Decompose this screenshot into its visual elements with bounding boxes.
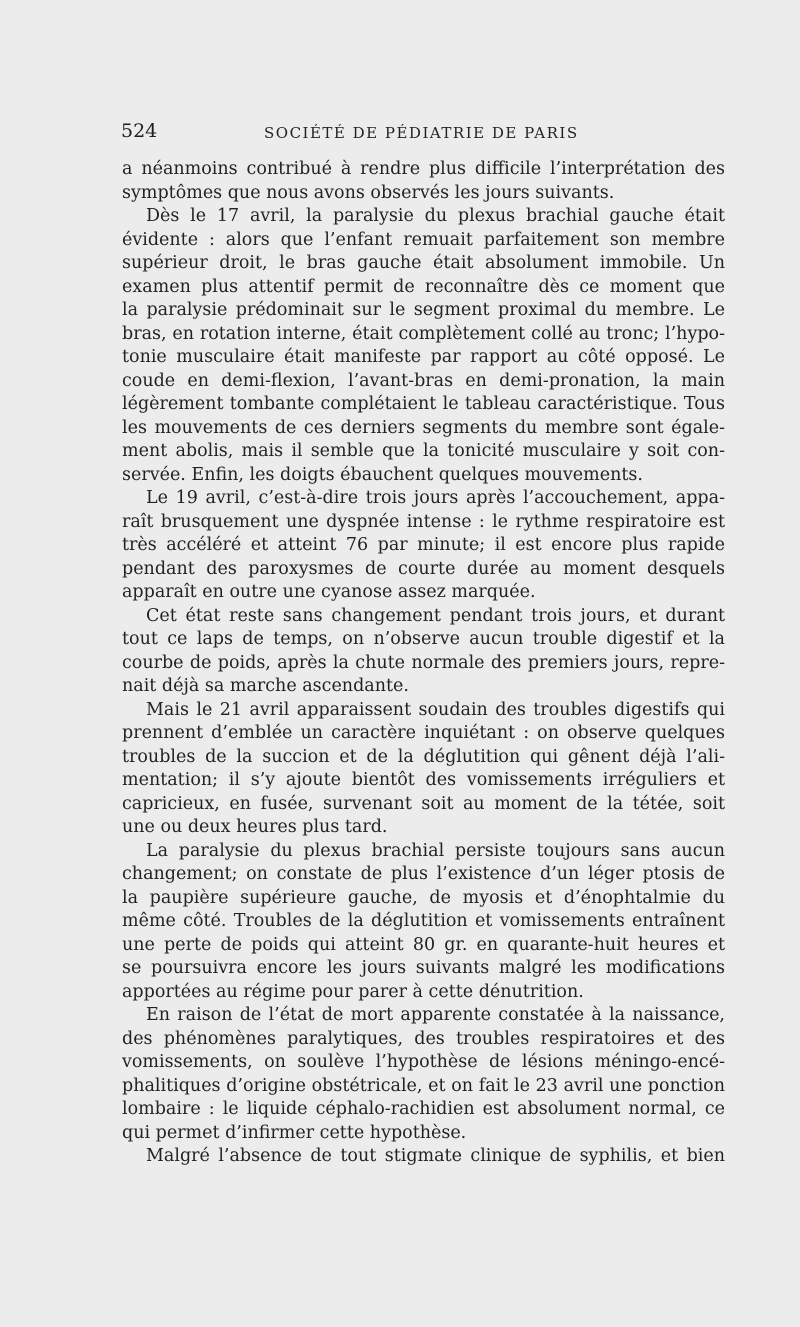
text-line: servée. Enfin, les doigts ébauchent quelques mouvements. <box>122 464 643 485</box>
text-line: a néanmoins contribué à rendre plus difficile l’interprétation des <box>122 159 725 179</box>
text-line: des phénomènes paralytiques, des troubles respiratoires et des <box>122 1028 725 1049</box>
text-line: même côté. Troubles de la déglutition et vomissements entraînent <box>122 911 725 931</box>
text-line: se poursuivra encore les jours suivants malgré les modifications <box>122 958 725 978</box>
text-line: lombaire : le liquide céphalo-rachidien est absolument normal, ce <box>122 1099 725 1119</box>
text-line: qui permet d’infirmer cette hypothèse. <box>122 1122 467 1143</box>
text-line: supérieur droit, le bras gauche était absolument immobile. Un <box>122 253 725 273</box>
text-line: une ou deux heures plus tard. <box>122 817 388 837</box>
text-line: vomissements, on soulève l’hypothèse de lésions méningo-encé- <box>122 1052 725 1072</box>
text-line: tonie musculaire était manifeste par rapport au côté opposé. Le <box>122 347 725 367</box>
page-header <box>121 120 726 144</box>
page-number: 524 <box>121 120 158 142</box>
text-line: Cet état reste sans changement pendant trois jours, et durant <box>146 605 725 626</box>
text-line: raît brusquement une dyspnée intense : le rythme respiratoire est <box>122 511 725 532</box>
text-line: coude en demi-flexion, l’avant-bras en demi-pronation, la main <box>122 370 725 391</box>
text-line: troubles de la succion et de la déglutition qui gênent déjà l’ali- <box>122 746 725 767</box>
text-line: changement; on constate de plus l’existence d’un léger ptosis de <box>122 864 725 884</box>
text-line: Le 19 avril, c’est-à-dire trois jours après l’accouchement, appa- <box>146 488 725 508</box>
text-line: En raison de l’état de mort apparente constatée à la naissance, <box>146 1005 725 1025</box>
text-line: Mais le 21 avril apparaissent soudain des troubles digestifs qui <box>146 699 725 720</box>
text-line: apparaît en outre une cyanose assez marquée. <box>122 582 536 602</box>
text-line: évidente : alors que l’enfant remuait parfaitement son membre <box>122 229 725 250</box>
text-line: la paralysie prédominait sur le segment proximal du membre. Le <box>122 300 725 320</box>
text-line: apportées au régime pour parer à cette dénutrition. <box>122 981 584 1002</box>
body-text <box>122 158 725 1169</box>
text-line: capricieux, en fusée, survenant soit au moment de la tétée, soit <box>122 793 725 814</box>
text-line: pendant des paroxysmes de courte durée au moment desquels <box>122 558 725 579</box>
text-line: tout ce laps de temps, on n’observe aucun trouble digestif et la <box>122 629 725 649</box>
text-line: très accéléré et atteint 76 par minute; il est encore plus rapide <box>122 535 725 555</box>
running-title: SOCIÉTÉ DE PÉDIATRIE DE PARIS <box>264 124 579 142</box>
text-line: courbe de poids, après la chute normale des premiers jours, repre- <box>122 652 725 673</box>
text-line: Malgré l’absence de tout stigmate clinique de syphilis, et bien <box>146 1146 725 1166</box>
text-line: phalitiques d’origine obstétricale, et on fait le 23 avril une ponction <box>122 1075 725 1096</box>
text-line: légèrement tombante complétaient le tableau caractéristique. Tous <box>122 394 725 414</box>
text-line: la paupière supérieure gauche, de myosis et d’énophtalmie du <box>122 887 725 908</box>
text-line: Dès le 17 avril, la paralysie du plexus brachial gauche était <box>146 206 725 226</box>
text-line: une perte de poids qui atteint 80 gr. en quarante-huit heures et <box>122 934 725 955</box>
text-line: les mouvements de ces derniers segments du membre sont égale- <box>122 417 725 438</box>
text-line: ment abolis, mais il semble que la tonicité musculaire y soit con- <box>122 441 725 461</box>
text-line: bras, en rotation interne, était complètement collé au tronc; l’hypo- <box>122 323 725 344</box>
text-line: symptômes que nous avons observés les jours suivants. <box>122 182 615 203</box>
text-line: examen plus attentif permit de reconnaître dès ce moment que <box>122 276 725 297</box>
text-line: nait déjà sa marche ascendante. <box>122 676 409 696</box>
text-line: prennent d’emblée un caractère inquiétant : on observe quelques <box>122 723 725 743</box>
text-line: mentation; il s’y ajoute bientôt des vomissements irréguliers et <box>122 770 725 790</box>
text-line: La paralysie du plexus brachial persiste toujours sans aucun <box>146 840 725 861</box>
